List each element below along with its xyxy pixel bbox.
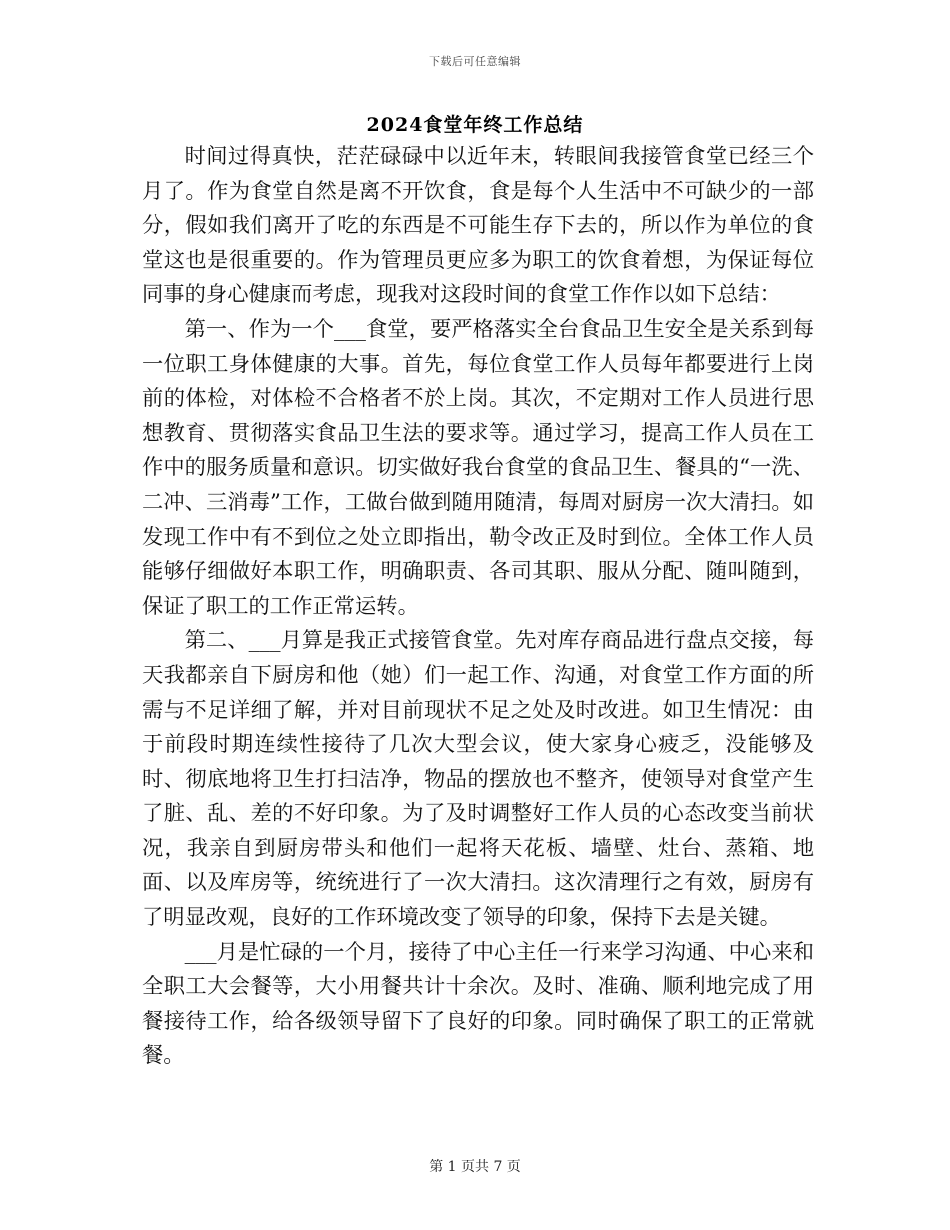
document-title: 2024食堂年终工作总结 [366, 114, 584, 136]
document-body [142, 140, 814, 1074]
header-note: 下载后可任意编辑 [429, 55, 521, 68]
page-footer: 第 1 页共 7 页 [429, 1159, 521, 1175]
paragraph-intro: 时间过得真快，茫茫碌碌中以近年末，转眼间我接管食堂已经三个月了。作为食堂自然是离不开饮食，食是每个人生活中不可缺少的一部分，假如我们离开了吃的东西是不可能生存下去的，所以作为单位的食堂这也是很重要的。作为管理员更应多为职工的饮食着想，为保证每位同事的身心健康而考虑，现我对这段时间的食堂工作作以如下总结： [142, 144, 814, 308]
paragraph-first: 第一、作为一个___食堂，要严格落实全台食品卫生安全是关系到每一位职工身体健康的大事。首先，每位食堂工作人员每年都要进行上岗前的体检，对体检不合格者不於上岗。其次，不定期对工作人员进行思想教育、贯彻落实食品卫生法的要求等。通过学习，提高工作人员在工作中的服务质量和意识。切实做好我台食堂的食品卫生、餐具的“一洗、二冲、三消毒”工作，工做台做到随用随清，每周对厨房一次大清扫。如发现工作中有不到位之处立即指出，勒令改正及时到位。全体工作人员能够仔细做好本职工作，明确职责、各司其职、服从分配、随叫随到，保证了职工的工作正常运转。 [142, 316, 814, 619]
paragraph-second: 第二、___月算是我正式接管食堂。先对库存商品进行盘点交接，每天我都亲自下厨房和他（她）们一起工作、沟通，对食堂工作方面的所需与不足详细了解，并对目前现状不足之处及时改进。如卫生情况：由于前段时期连续性接待了几次大型会议，使大家身心疲乏，没能够及时、彻底地将卫生打扫洁净，物品的摆放也不整齐，使领导对食堂产生了脏、乱、差的不好印象。为了及时调整好工作人员的心态改变当前状况，我亲自到厨房带头和他们一起将天花板、墙壁、灶台、蒸箱、地面、以及库房等，统统进行了一次大清扫。这次清理行之有效，厨房有了明显改观，良好的工作环境改变了领导的印象，保持下去是关键。 [142, 628, 814, 931]
paragraph-third: ___月是忙碌的一个月，接待了中心主任一行来学习沟通、中心来和全职工大会餐等，大小用餐共计十余次。及时、准确、顺利地完成了用餐接待工作，给各级领导留下了良好的印象。同时确保了职工的正常就餐。 [142, 939, 814, 1069]
